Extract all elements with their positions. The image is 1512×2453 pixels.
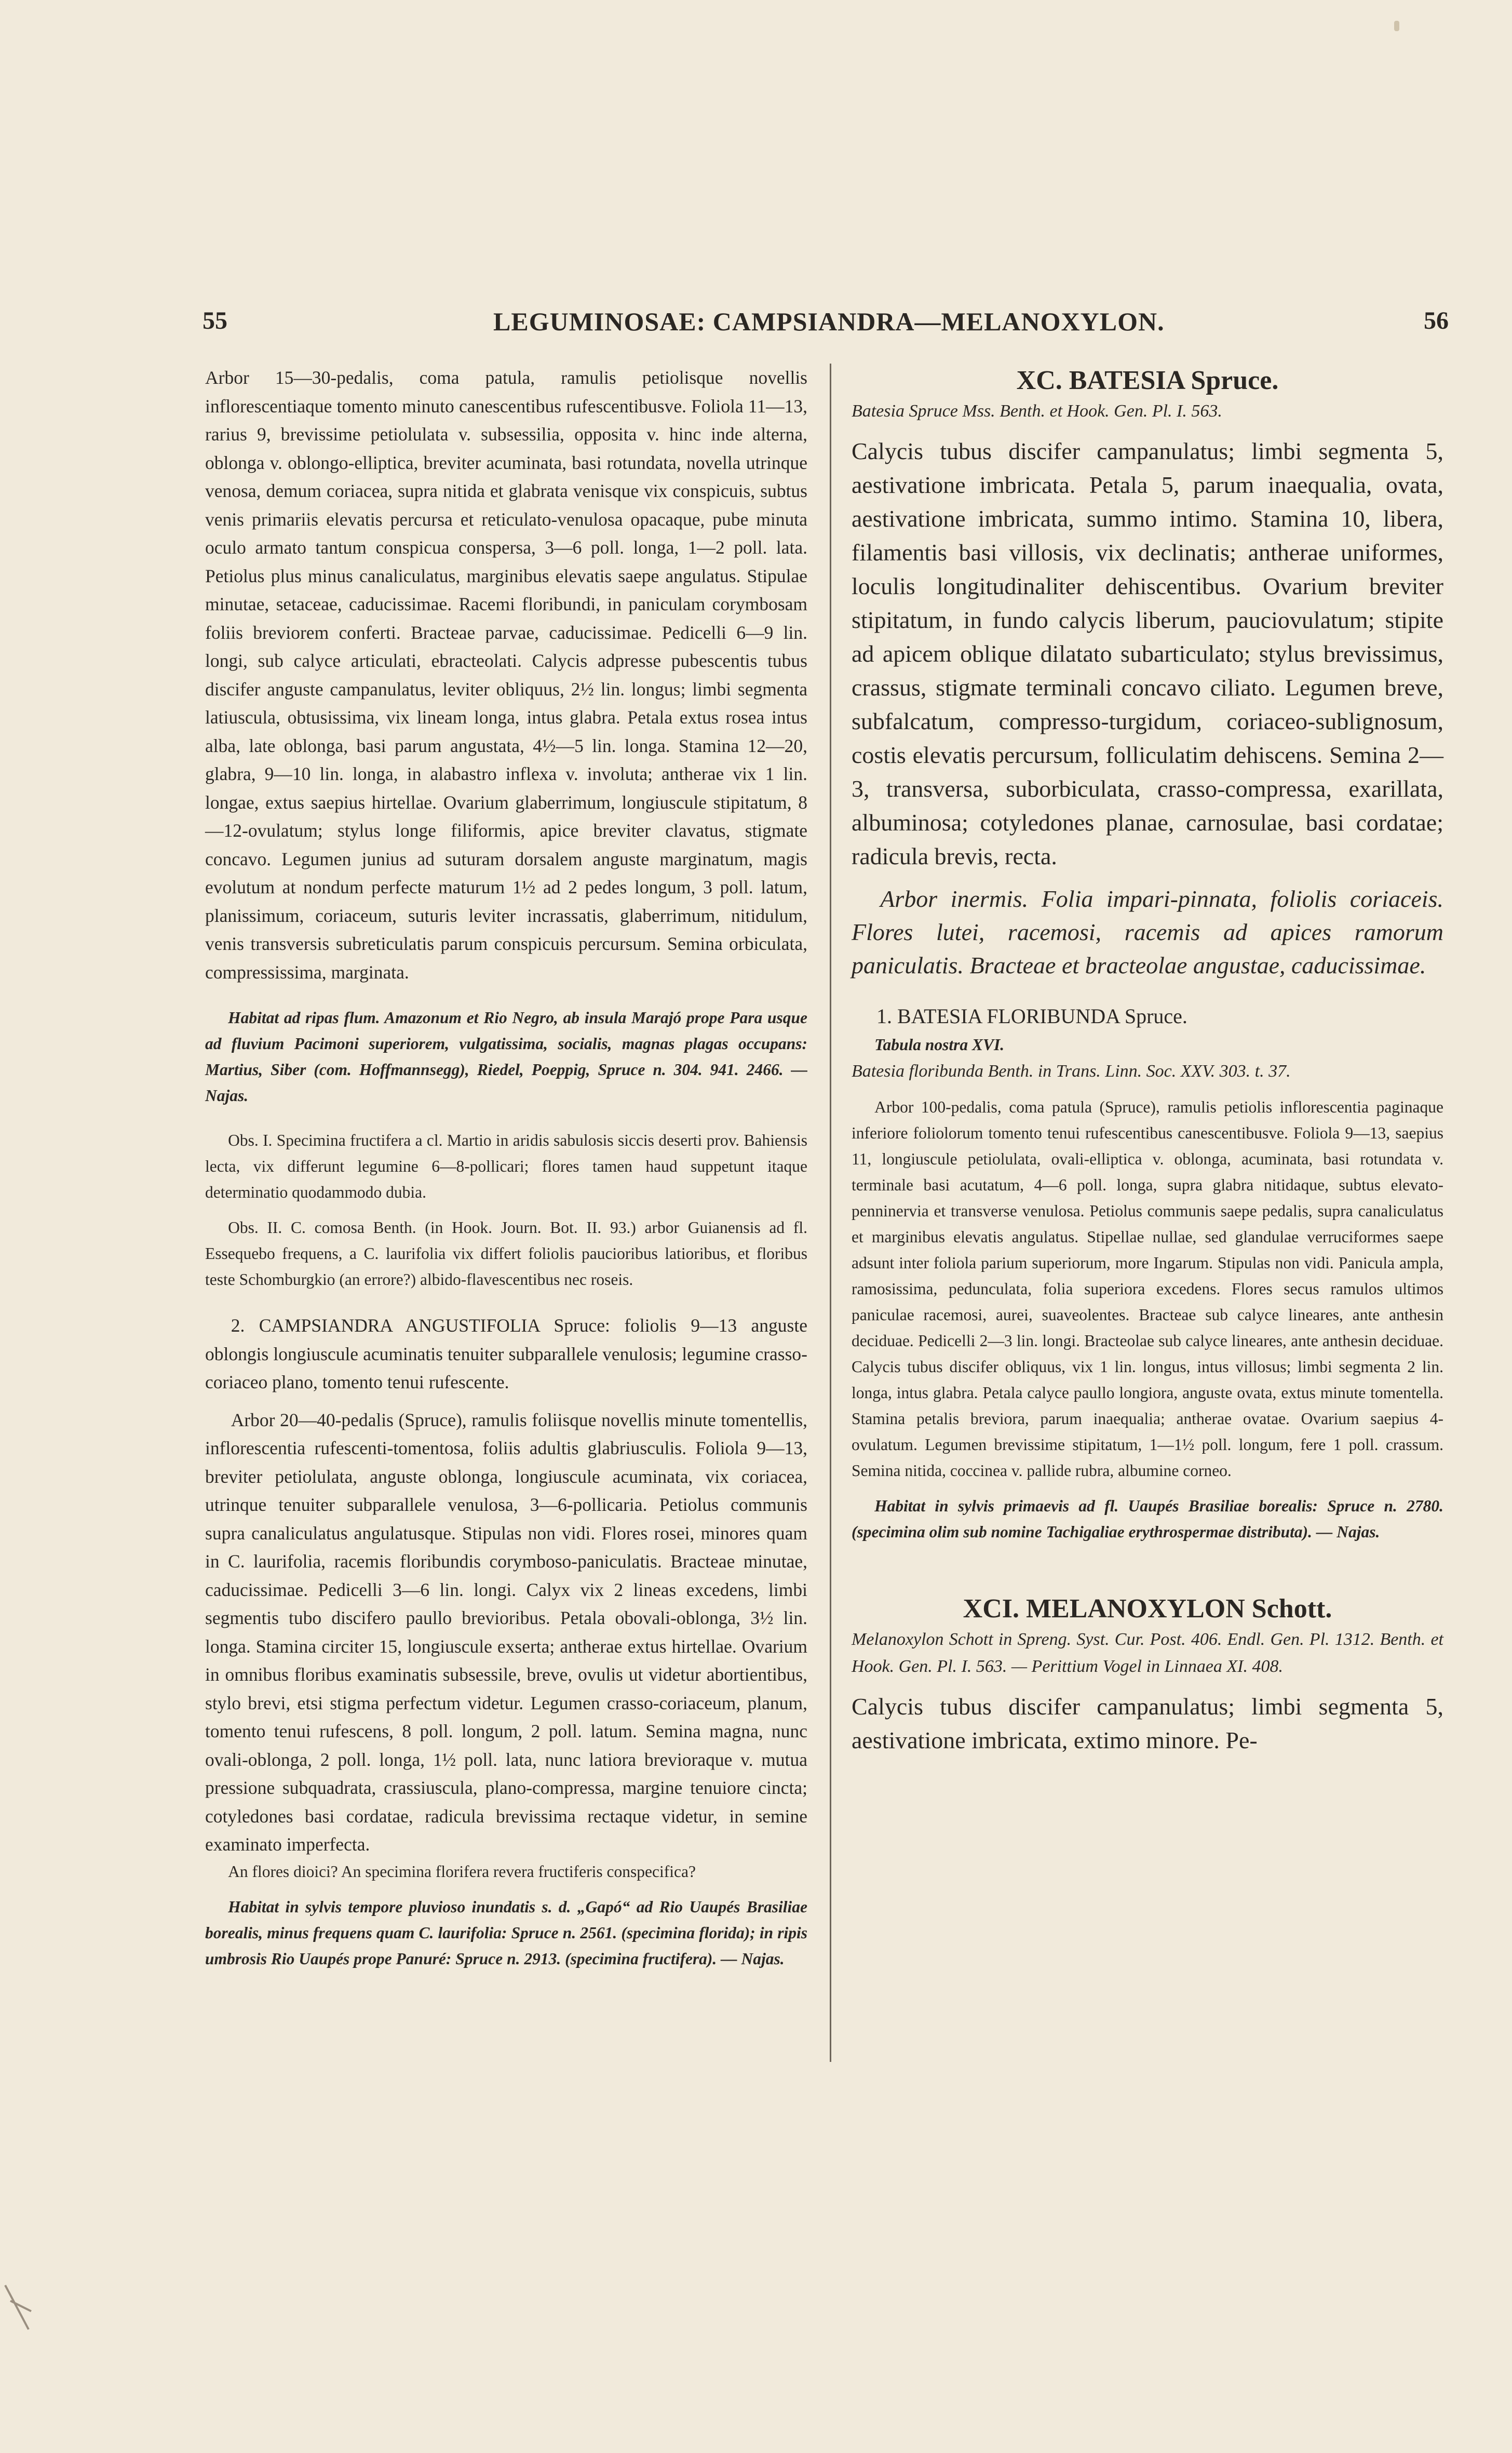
habitat-paragraph: Habitat ad ripas flum. Amazonum et Rio Negro, ab insula Marajó prope Para usque ad fluvium Pacimoni superiorem, vulgatissima, socialis, magnas plagas occupans: Martius, Siber (com. Hoffmannsegg), Riedel, Poeppig, Spruce n. 304. 941. 2466. — Najas. [205, 1009, 807, 1105]
species-synonymy: Batesia floribunda Benth. in Trans. Linn. Soc. XXV. 303. t. 37. [852, 1062, 1291, 1081]
species-heading-campsiandra-angustifolia: 2. CAMPSIANDRA ANGUSTIFOLIA Spruce: foliolis 9—13 anguste oblongis longiuscule acuminatis tenuiter subparallele venulosis; legumine crasso-coriaceo plano, tomento tenui rufescente. [205, 1315, 807, 1392]
running-head [203, 306, 1449, 353]
plate-reference: Tabula nostra XVI. [874, 1036, 1005, 1054]
habitat-paragraph: Habitat in sylvis tempore pluvioso inundatis s. d. „Gapó“ ad Rio Uaupés Brasiliae borealis, minus frequens quam C. laurifolia: Spruce n. 2561. (specimina florida); in ripis umbrosis Rio Uaupés prope Panuré: Spruce n. 2913. (specimina fructifera). — Najas. [205, 1897, 807, 1968]
genus-synonymy: Batesia Spruce Mss. Benth. et Hook. Gen. Pl. I. 563. [852, 401, 1222, 421]
genus-synonymy: Melanoxylon Schott in Spreng. Syst. Cur. Post. 406. Endl. Gen. Pl. 1312. Benth. et Hook. Gen. Pl. I. 563. — Perittium Vogel in Linnaea XI. 408. [852, 1630, 1443, 1676]
genus-description: Calycis tubus discifer campanulatus; limbi segmenta 5, aestivatione imbricata, extimo minore. Pe- [852, 1693, 1443, 1753]
species-heading-batesia-floribunda: 1. BATESIA FLORIBUNDA Spruce. [876, 1004, 1187, 1028]
page-number-left: 55 [203, 307, 227, 334]
left-column [205, 364, 807, 1972]
running-title: LEGUMINOSAE: CAMPSIANDRA—MELANOXYLON. [493, 307, 1165, 336]
observation-1: Obs. I. Specimina fructifera a cl. Martio in aridis sabulosis siccis deserti prov. Bahiensis lecta, vix differunt legumine 6—8-pollicari; flores tamen haud suppetunt itaque determinatio quodammodo dubia. [205, 1131, 807, 1201]
observation-2: Obs. II. C. comosa Benth. (in Hook. Journ. Bot. II. 93.) arbor Guianensis ad fl. Essequebo frequens, a C. laurifolia vix differt foliolis paucioribus latioribus, et floribus teste Schomburgkio (an errore?) albido-flavescentibus nec roseis. [205, 1218, 807, 1289]
paper-speck [1394, 21, 1399, 31]
description-batesia-floribunda: Arbor 100-pedalis, coma patula (Spruce), ramulis petiolis inflorescentia paginaque inferiore foliolorum tomento tenui rufescentibus canescentibusve. Foliola 9—13, saepius 11, longiuscule petiolulata, ovali-elliptica v. oblonga, acuminata, basi rotundata v. terminale basi acutatum, 4—6 poll. longa, supra glabra nitidaque, subtus elevato-penninervia et transverse venulosa. Petiolus communis saepe pedalis, supra canaliculatus et marginibus elevatis angulatus. Stipellae nullae, sed glandulae verruciformes saepe adsunt inter foliola parium superiorum, more Ingarum. Stipulas non vidi. Panicula ampla, ramosissima, pedunculata, folia superiora excedens. Flores secus ramulos ultimos paniculae racemosi, aurei, suaveolentes. Bracteae sub calyce lineares, ante anthesin deciduae. Pedicelli 2—3 lin. longi. Bracteolae sub calyce lineares, ante anthesin deciduae. Calycis tubus discifer obliquus, vix 1 lin. longus, intus villosus; limbi segmenta 2 lin. longa, intus glabra. Petala calyce paullo longiora, anguste ovata, extus minute tomentella. Stamina petalis breviora, parum inaequalia; antherae ovatae. Ovarium saepius 4-ovulatum. Legumen brevissime stipitatum, 1—1½ poll. longum, fere 1 poll. crassum. Semina nitida, coccinea v. pallide rubra, albumine corneo. [852, 1098, 1443, 1480]
genus-habit: Arbor inermis. Folia impari-pinnata, foliolis coriaceis. Flores lutei, racemosi, racemis ad apices ramorum paniculatis. Bracteae et bracteolae angustae, caducissimae. [852, 886, 1443, 978]
note-question: An flores dioici? An specimina florifera revera fructiferis conspecifica? [228, 1862, 696, 1881]
habitat-paragraph: Habitat in sylvis primaevis ad fl. Uaupés Brasiliae borealis: Spruce n. 2780. (specimina olim sub nomine Tachigaliae erythrospermae distributa). — Najas. [852, 1497, 1443, 1541]
description-campsiandra-angustifolia: Arbor 20—40-pedalis (Spruce), ramulis foliisque novellis minute tomentellis, inflorescentia rufescenti-tomentosa, foliis adultis glabriusculis. Foliola 9—13, breviter petiolulata, anguste oblonga, longiuscule acuminata, vix coriacea, utrinque tenuiter subparallele venulosa, 3—6-pollicaria. Petiolus communis supra canaliculatus angulatusque. Stipulas non vidi. Flores rosei, minores quam in C. laurifolia, racemis floribundis corymboso-paniculatis. Bracteae minutae, caducissimae. Pedicelli 3—6 lin. longi. Calyx vix 2 lineas excedens, limbi segmentis tubo discifero paullo brevioribus. Petala obovali-oblonga, 3½ lin. longa. Stamina circiter 15, longiuscule exserta; antherae extus hirtellae. Ovarium in omnibus floribus examinatis subsessile, breve, ovulis ut videtur abortientibus, stylo brevi, etsi stigma perfectum videtur. Legumen crasso-coriaceum, planum, tomento tenui rufescens, 8 poll. longum, 2 poll. latum. Semina magna, nunc ovali-oblonga, 2 poll. longa, 1½ poll. lata, nunc latiora brevioraque v. mutua pressione subquadrata, crassiuscula, plano-compressa, margine tenuiore cincta; cotyledones basi cordatae, radicula brevissima rectaque videtur, in semine examinato imperfecta. [205, 1409, 807, 1855]
genus-description: Calycis tubus discifer campanulatus; limbi segmenta 5, aestivatione imbricata. Petala 5, parum inaequalia, ovata, aestivatione imbricata, summo intimo. Stamina 10, libera, filamentis basi villosis, vix declinatis; antherae uniformes, loculis longitudinaliter dehiscentibus. Ovarium breviter stipitatum, in fundo calycis liberum, pauciovulatum; stipite ad apicem oblique dilatato subarticulato; stylus brevissimus, crassus, stigmate terminali concavo ciliato. Legumen breve, subfalcatum, compresso-turgidum, coriaceo-sublignosum, costis elevatis percursum, folliculatim dehiscens. Semina 2—3, transversa, suborbiculata, crasso-compressa, exarillata, albuminosa; cotyledones planae, carnosulae, basi cordatae; radicula brevis, recta. [852, 438, 1443, 869]
page-number-right: 56 [1424, 307, 1449, 334]
genus-heading-batesia: XC. BATESIA Spruce. [1016, 366, 1279, 395]
right-column [852, 364, 1443, 1757]
column-divider [830, 364, 831, 2062]
margin-pencil-mark [0, 2280, 47, 2342]
genus-heading-melanoxylon: XCI. MELANOXYLON Schott. [963, 1594, 1332, 1624]
description-campsiandra-laurifolia: Arbor 15—30-pedalis, coma patula, ramulis petiolisque novellis inflorescentiaque tomento minuto canescentibus rufescentibusve. Foliola 11—13, rarius 9, brevissime petiolulata v. subsessilia, opposita v. hinc inde alterna, oblonga v. oblongo-elliptica, breviter acuminata, basi rotundata, novella utrinque venosa, demum coriacea, supra nitida et glabrata venisque vix conspicuis, subtus venis primariis elevatis percursa et reticulato-venulosa opacaque, pube minuta oculo armato tantum conspicua conspersa, 3—6 poll. longa, 1—2 poll. lata. Petiolus plus minus canaliculatus, marginibus elevatis saepe angulatus. Stipulae minutae, setaceae, caducissimae. Racemi floribundi, in paniculam corymbosam foliis breviorem conferti. Bracteae parvae, caducissimae. Pedicelli 6—9 lin. longi, sub calyce articulati, ebracteolati. Calycis adpresse pubescentis tubus discifer anguste campanulatus, leviter obliquus, 2½ lin. longus; limbi segmenta latiuscula, obtusissima, vix lineam longa, intus glabra. Petala extus rosea intus alba, late oblonga, basi parum angustata, 4½—5 lin. longa. Stamina 12—20, glabra, 9—10 lin. longa, in alabastro inflexa v. involuta; antherae vix 1 lin. longae, extus saepius hirtellae. Ovarium glaberrimum, longiuscule stipitatum, 8—12-ovulatum; stylus longe filiformis, apice breviter clavatus, stigmate concavo. Legumen junius ad suturam dorsalem anguste marginatum, magis evolutum at nondum perfecte maturum 1½ ad 2 pedes longum, 3 poll. latum, planissimum, coriaceum, suturis leviter incrassatis, glaberrimum, nitidulum, venis transversis subreticulatis parum conspicuis percursum. Semina orbiculata, compressissima, marginata. [205, 367, 807, 983]
